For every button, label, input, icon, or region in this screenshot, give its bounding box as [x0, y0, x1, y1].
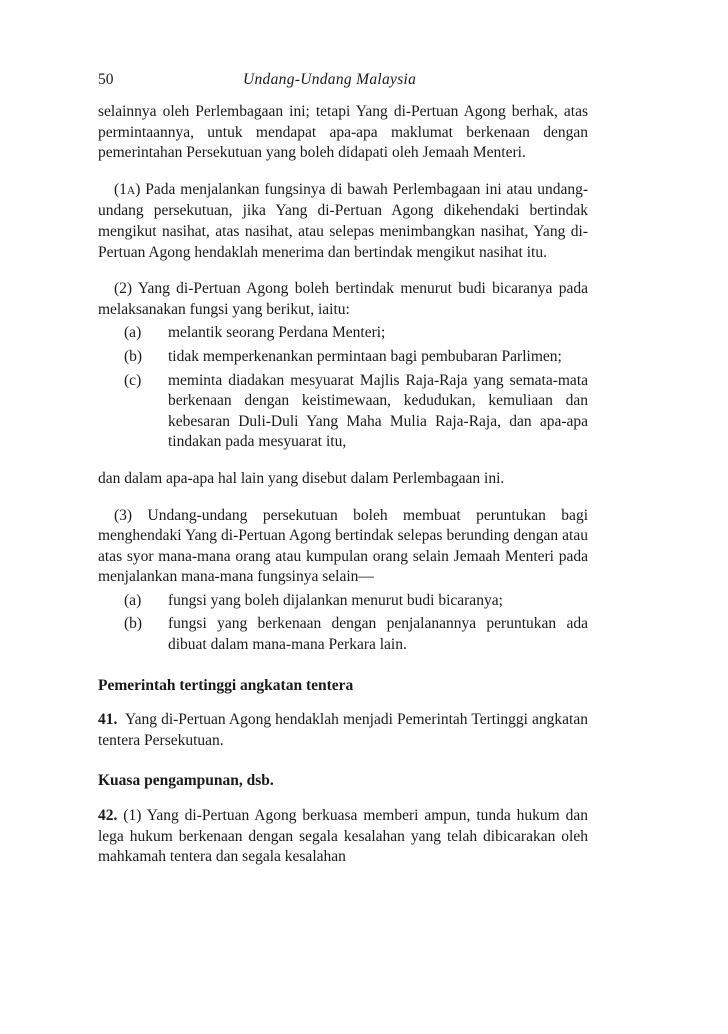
item-text: tidak memperkenankan permintaan bagi pembubaran Parlimen;: [168, 347, 562, 365]
clause-3-item-b: [124, 614, 588, 655]
item-text: meminta diadakan mesyuarat Majlis Raja-Raja yang semata-mata berkenaan dengan keistimewaan, kedudukan, kemuliaan dan kebesaran Duli-Duli Yang Maha Mulia Raja-Raja, dan apa-apa tindakan pada mesyuarat itu,: [168, 371, 588, 451]
clause-2-item-c: [124, 371, 588, 453]
intro-paragraph: selainnya oleh Perlembagaan ini; tetapi Yang di-Pertuan Agong berhak, atas permintaannya, untuk mendapat apa-apa maklumat berkenaan dengan pemerintahan Persekutuan yang boleh didapati oleh Jemaah Menteri.: [98, 103, 588, 162]
item-label: (c): [124, 371, 142, 389]
document-page: [98, 70, 588, 868]
item-text: fungsi yang berkenaan dengan penjalanannya peruntukan ada dibuat dalam mana-mana Perkara lain.: [168, 615, 588, 654]
clause-2-item-a: [124, 323, 588, 344]
article-42-number: 42.: [98, 807, 118, 825]
page-header: [98, 70, 588, 90]
item-label: (a): [124, 591, 142, 609]
article-41-heading: Pemerintah tertinggi angkatan tentera: [98, 676, 354, 694]
article-42-heading: Kuasa pengampunan, dsb.: [98, 772, 274, 790]
article-41: [98, 710, 588, 751]
article-41-number: 41.: [98, 711, 118, 729]
clause-3-item-a: [124, 591, 588, 612]
article-42-text: (1) Yang di-Pertuan Agong berkuasa memberi ampun, tunda hukum dan lega hukum berkenaan dengan segala kesalahan yang telah dibicarakan oleh mahkamah tentera dan segala kesalahan: [98, 807, 589, 866]
article-41-text: Yang di-Pertuan Agong hendaklah menjadi Pemerintah Tertinggi angkatan tentera Persekutuan.: [98, 711, 588, 749]
article-42: [98, 806, 588, 868]
clause-1a-number-close: ): [135, 180, 141, 198]
clause-2-closing: dan dalam apa-apa hal lain yang disebut dalam Perlembagaan ini.: [98, 469, 505, 487]
clause-3: (3) Undang-undang persekutuan boleh membuat peruntukan bagi menghendaki Yang di-Pertuan Agong bertindak selepas berunding dengan atau atas syor mana-mana orang atau kumpulan orang selain Jemaah Menteri pada menjalankan mana-mana fungsinya selain—: [98, 506, 588, 586]
clause-2-item-b: [124, 347, 588, 368]
item-text: fungsi yang boleh dijalankan menurut budi bicaranya;: [168, 591, 503, 609]
item-label: (b): [124, 347, 143, 365]
page-number: 50: [98, 71, 114, 88]
item-label: (b): [124, 615, 143, 633]
clause-1a-number-open: (1: [114, 180, 127, 198]
clause-1a-text: Pada menjalankan fungsinya di bawah Perlembagaan ini atau undang-undang persekutuan, jika Yang di-Pertuan Agong dikehendaki bertindak mengikut nasihat, atas nasihat, atau selepas menimbangkan nasihat, Yang di-Pertuan Agong hendaklah menerima dan bertindak mengikut nasihat itu.: [98, 180, 588, 261]
item-label: (a): [124, 324, 142, 342]
item-text: melantik seorang Perdana Menteri;: [168, 324, 386, 342]
running-title: Undang-Undang Malaysia: [243, 71, 417, 88]
clause-1a-number-letter: A: [126, 184, 136, 197]
clause-1a: [98, 180, 588, 263]
clause-2: (2) Yang di-Pertuan Agong boleh bertindak menurut budi bicaranya pada melaksanakan fungsi yang berikut, iaitu:: [98, 280, 588, 318]
